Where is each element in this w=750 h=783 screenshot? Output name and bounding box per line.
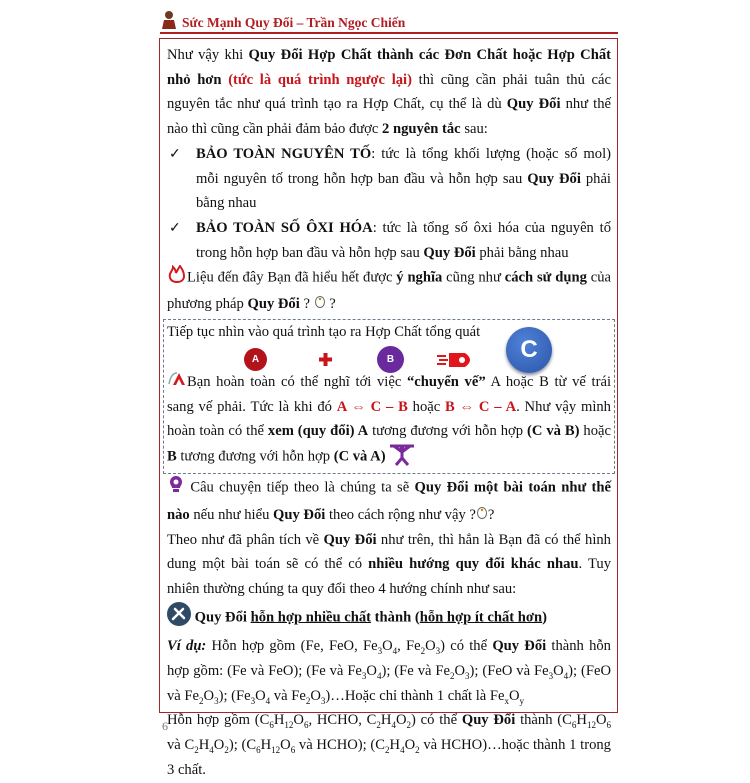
principle-item: [167, 142, 611, 216]
text-run: H: [260, 737, 272, 754]
text-run: Hỗn hợp gồm (C: [167, 712, 270, 729]
text-run: Quy Đổi: [273, 506, 326, 523]
process-diagram: [167, 335, 611, 370]
penguin-emoticon-icon: [476, 503, 488, 528]
text-run: O: [509, 687, 520, 704]
text-run: hỗn hợp nhiều chất: [250, 609, 372, 626]
text-run: B ⇔ C – A: [445, 398, 517, 415]
text-run: Quy Đổi một bài toán như thế nào: [167, 479, 611, 523]
text-run: 2 nguyên tắc: [382, 121, 461, 138]
text-run: ) có thể: [440, 638, 493, 655]
text-run: Quy Đổi: [492, 638, 547, 655]
text-run: O: [595, 712, 607, 729]
text-run: ); (FeO và Fe: [469, 663, 549, 680]
text-run: ); (FeO và Fe: [167, 663, 611, 704]
text-run: O: [382, 638, 393, 655]
checkmark-icon: ✓: [169, 146, 181, 162]
text-run: 3: [214, 695, 219, 706]
text-run: 3: [465, 670, 470, 681]
arrow-curve-icon: [167, 370, 187, 395]
text-run: , Fe: [397, 638, 421, 655]
text-run: O: [213, 737, 225, 754]
text-run: 4: [376, 670, 382, 681]
principle-item: [167, 216, 611, 265]
text-run: Câu chuyện tiếp theo là chúng ta sẽ: [185, 479, 415, 496]
text-run: Quy Đổi Hợp Chất thành các Đơn Chất hoặc Hợp Chất nhỏ hơn: [167, 47, 611, 88]
circle-b: B: [377, 346, 404, 373]
page-number: 6: [162, 719, 168, 733]
text-run: của phương pháp: [167, 270, 612, 313]
text-run: 3: [361, 670, 367, 681]
text-run: Quy Đổi: [461, 712, 516, 729]
text-run: 2: [385, 745, 390, 756]
lightbulb-head-icon: [167, 474, 185, 503]
text-run: ); (Fe: [218, 687, 251, 704]
text-run: cách sử dụng: [504, 270, 587, 287]
text-run: Theo như đã phân tích về: [167, 531, 324, 548]
penguin-emoticon-icon: [314, 292, 326, 317]
text-run: Quy Đổi: [323, 531, 377, 548]
text-run: thì cũng cần phải tuân thủ các nguyên tắc như quá trình tạo ra Hợp Chất, cụ thể là dù: [167, 71, 611, 113]
process-intro: Tiếp tục nhìn vào quá trình tạo ra Hợp Chất tổng quát: [167, 324, 481, 341]
text-run: 3: [377, 646, 383, 657]
text-run: 2: [194, 745, 199, 756]
text-run: như thế nào thì cũng cần phải đảm bảo được: [167, 96, 611, 138]
header-title: Sức Mạnh Quy Đổi – Trần Ngọc Chiến: [182, 15, 406, 30]
text-run: 2: [305, 695, 311, 706]
paragraph: [167, 474, 611, 528]
paragraph: [167, 265, 611, 317]
text-run: O: [366, 663, 377, 680]
text-run: nếu như hiểu: [189, 506, 274, 523]
text-run: 4: [391, 720, 396, 731]
paragraph: [167, 634, 611, 708]
text-run: 4: [209, 745, 214, 756]
text-run: ý nghĩa: [396, 270, 443, 287]
text-run: 6: [606, 720, 611, 731]
weightlifter-icon: [389, 444, 415, 471]
transpose-explanation: [167, 370, 611, 471]
text-run: . Tuy nhiên thường chúng ta quy đổi theo 4 hướng chính như sau:: [167, 556, 611, 597]
text-run: và HCHO)…hoặc thành 1 trong 3 chất.: [167, 737, 611, 778]
paragraph: [167, 370, 611, 471]
plus-icon: [319, 353, 332, 366]
fire-icon: [167, 265, 187, 292]
text-run: hỗn hợp ít chất hơn: [419, 609, 543, 626]
text-run: Quy Đổi: [506, 96, 561, 113]
text-run: H: [576, 712, 587, 729]
text-run: Bạn hoàn toàn có thể nghĩ tới việc: [187, 373, 407, 390]
tools-icon: [167, 602, 191, 635]
text-run: phải bằng nhau: [196, 170, 611, 212]
text-run: 3: [548, 670, 554, 681]
text-run: Quy Đổi: [527, 170, 581, 187]
text-run: ); (C: [228, 737, 257, 754]
text-run: : tức là tổng khối lượng (hoặc số mol) mỗi nguyên tố trong hỗn hợp ban đầu và hỗn hợp sau: [196, 145, 611, 187]
paragraph: [167, 528, 611, 602]
text-run: O: [310, 687, 321, 704]
text-run: tương đương với hỗn hợp: [368, 423, 527, 440]
rocket-icon: [437, 351, 475, 369]
paragraph: [167, 43, 611, 142]
text-run: Liệu đến đây Bạn đã hiểu hết được: [187, 270, 397, 287]
text-run: cũng như: [442, 270, 505, 287]
text-run: H: [198, 737, 210, 754]
text-run: “chuyển vế”: [406, 373, 486, 390]
text-run: 4: [392, 646, 398, 657]
text-run: và Fe: [270, 687, 306, 704]
text-run: Quy Đổi: [191, 609, 251, 626]
page-header: [160, 10, 618, 34]
paragraph: [167, 602, 611, 635]
text-run: BẢO TOÀN SỐ ÔXI HÓA: [196, 219, 373, 236]
text-run: và C: [167, 737, 195, 754]
text-run: Quy Đổi: [247, 296, 300, 313]
text-run: phải bằng nhau: [475, 244, 569, 261]
text-run: 3: [320, 695, 326, 706]
text-run: 12: [284, 720, 294, 731]
text-run: sau:: [460, 121, 488, 138]
text-run: BẢO TOÀN NGUYÊN TỐ: [196, 145, 372, 162]
text-run: thành (: [371, 609, 420, 626]
text-run: 12: [271, 745, 281, 756]
text-run: và HCHO); (C: [295, 737, 386, 754]
text-run: theo cách rộng như vậy ?: [325, 506, 476, 523]
text-run: O: [425, 638, 436, 655]
text-run: 12: [586, 720, 596, 731]
text-run: 6: [290, 745, 296, 756]
text-run: ); (Fe và Fe: [381, 663, 450, 680]
text-run: 2: [199, 695, 204, 706]
text-run: 3: [250, 695, 256, 706]
text-run: 6: [269, 720, 274, 731]
circle-a: A: [244, 348, 267, 371]
text-run: 2: [376, 720, 381, 731]
paragraph: [167, 708, 611, 782]
text-run: ) có thể: [411, 712, 462, 729]
conversion-directions-section: [167, 474, 611, 783]
text-run: Hỗn hợp gồm (Fe, FeO, Fe: [206, 638, 378, 655]
text-run: A hoặc B từ vế trái sang vế phải. Tức là khi đó: [167, 373, 611, 415]
text-run: ?: [487, 506, 495, 523]
text-run: O: [553, 663, 564, 680]
text-run: O: [395, 712, 407, 729]
text-run: 4: [265, 695, 271, 706]
text-run: (C và B): [526, 423, 580, 440]
circle-c: C: [506, 327, 552, 373]
author-avatar-icon: [160, 10, 178, 30]
text-run: 6: [256, 745, 261, 756]
text-run: O: [280, 737, 291, 754]
text-run: A ⇔ C – B: [336, 398, 408, 415]
content-frame: [159, 38, 618, 778]
text-run: 4: [400, 745, 405, 756]
text-run: ?: [299, 296, 314, 313]
text-run: như trên, thì hẳn là Bạn đã có thể hình dung một bài toán sẽ có thể có: [167, 531, 611, 573]
checkmark-icon: ✓: [169, 220, 181, 236]
text-run: : tức là tổng số ôxi hóa của nguyên tố trong hỗn hợp ban đầu và hỗn hợp sau: [196, 219, 611, 261]
text-run: hoặc: [407, 398, 445, 415]
text-run: Quy Đổi: [423, 244, 476, 261]
text-run: 2: [420, 646, 426, 657]
text-run: thành (C: [515, 712, 572, 729]
text-run: Như vậy khi: [167, 47, 249, 63]
text-run: O: [255, 687, 266, 704]
text-run: nhiều hướng quy đổi khác nhau: [368, 556, 579, 573]
text-run: tương đương với hỗn hợp: [176, 448, 334, 465]
text-run: Ví dụ:: [167, 638, 207, 655]
text-run: (C và A): [333, 448, 386, 465]
text-run: O: [293, 712, 304, 729]
text-run: H: [380, 712, 392, 729]
text-run: 2: [450, 670, 455, 681]
text-run: thành hỗn hợp gồm: (Fe và FeO); (Fe và Fe: [167, 638, 611, 680]
text-run: y: [519, 695, 525, 706]
text-run: hoặc: [579, 423, 611, 440]
text-run: . Như vậy mình hoàn toàn có thể: [167, 398, 611, 440]
text-run: , HCHO, C: [308, 712, 377, 729]
text-run: (tức là quá trình ngược lại): [228, 71, 412, 88]
general-process-box: [163, 319, 615, 474]
principles-section: [167, 43, 611, 317]
text-run: )…Hoặc chỉ thành 1 chất là Fe: [325, 687, 505, 704]
text-run: ): [542, 609, 547, 626]
text-run: ?: [325, 296, 336, 313]
text-run: O: [404, 737, 416, 754]
text-run: 2: [415, 745, 420, 756]
text-run: O: [203, 687, 215, 704]
text-run: xem (quy đổi) A: [267, 423, 369, 440]
text-run: x: [504, 695, 509, 706]
text-run: H: [273, 712, 285, 729]
text-run: 4: [563, 670, 569, 681]
text-run: O: [454, 663, 466, 680]
text-run: 6: [571, 720, 577, 731]
text-run: 6: [303, 720, 309, 731]
text-run: 2: [224, 745, 229, 756]
text-run: 3: [435, 646, 441, 657]
text-run: B: [167, 448, 177, 465]
text-run: H: [389, 737, 401, 754]
text-run: 2: [406, 720, 412, 731]
